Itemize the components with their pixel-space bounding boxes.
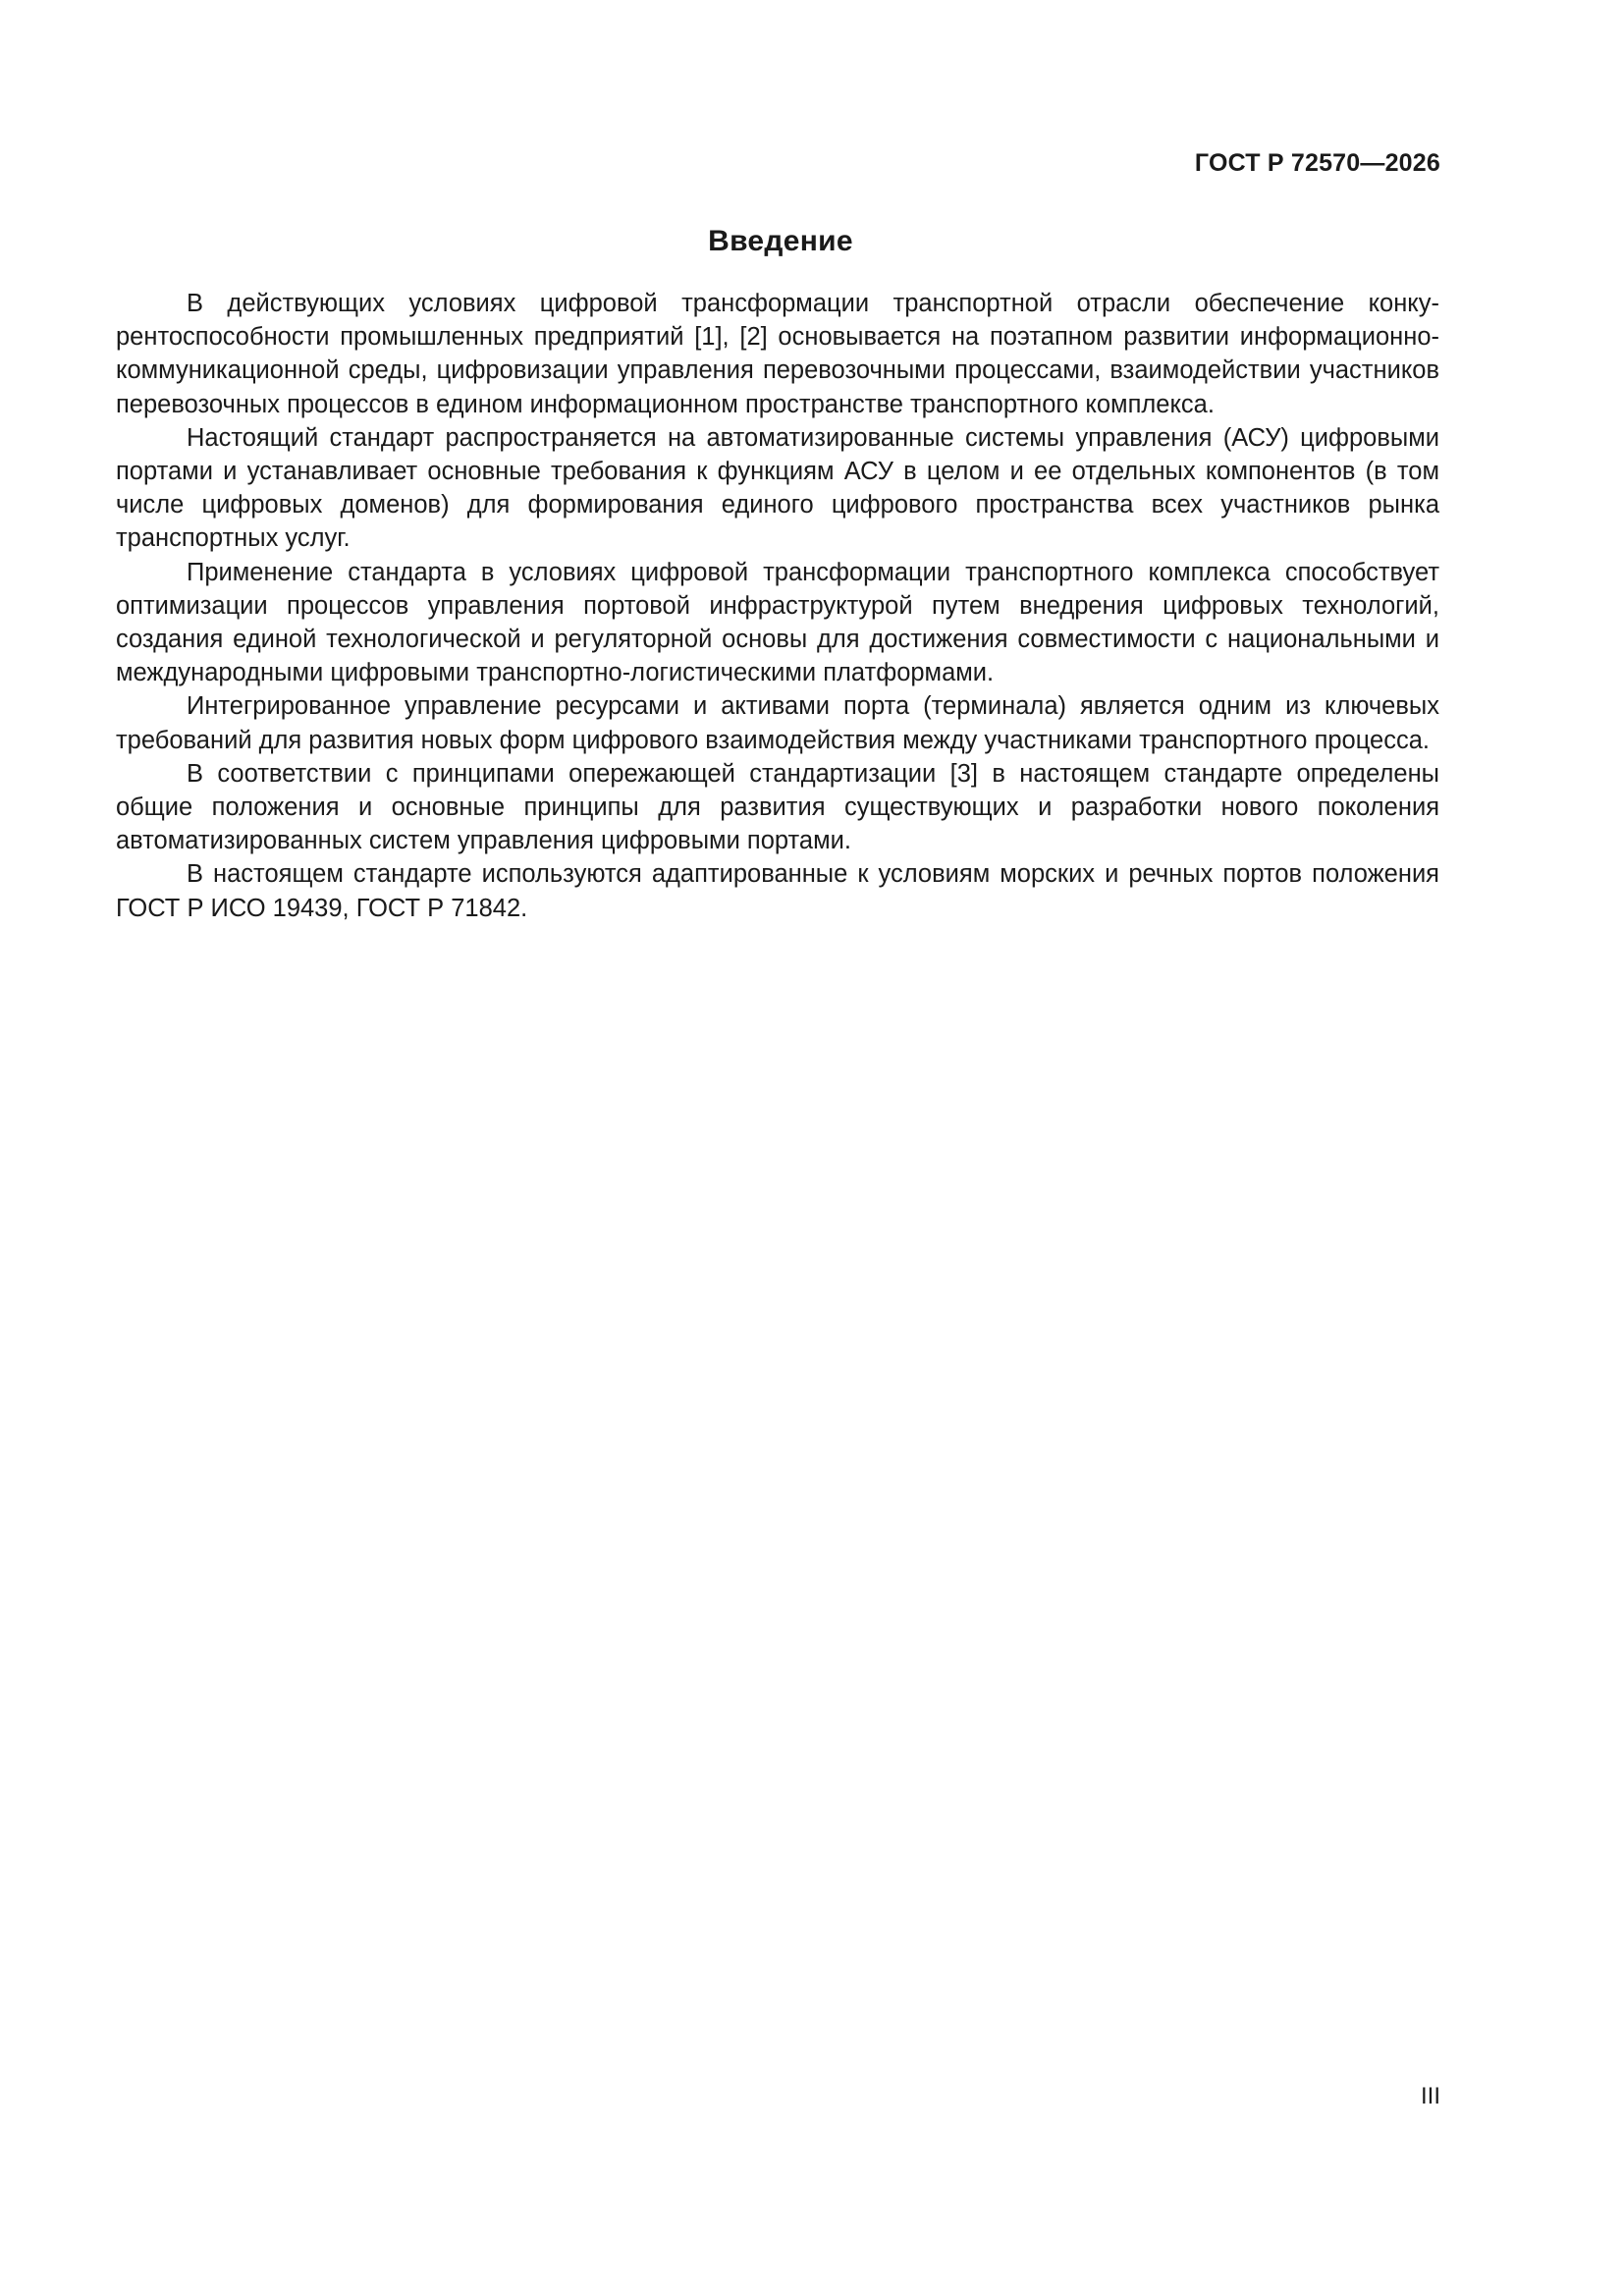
paragraph: В действующих условиях цифровой трансформации транспортной отрасли обеспечение конкурентоспособности промышленных предприятий [1], [2] основывается на поэтапном развитии информационно-коммуникационной среды, цифровизации управления перевозочными процессами, взаимодействии участников перевозочных процессов в едином информационном пространстве транспортного комплекса.: [116, 290, 1439, 418]
paragraph: В соответствии с принципами опережающей стандартизации [3] в настоящем стандарте определены общие положения и основные принципы для развития существующих и разработки нового поколения автоматизированных систем управления цифровыми портами.: [116, 759, 1439, 855]
paragraph: Настоящий стандарт распространяется на автоматизированные системы управления (АСУ) цифровыми портами и устанавливает основные требования к функциям АСУ в целом и ее отдельных компонентов (в том числе цифровых доменов) для формирования единого цифрового пространства всех участников рынка транспортных услуг.: [116, 423, 1439, 553]
page-number: III: [1420, 2083, 1440, 2109]
paragraph: В настоящем стандарте используются адаптированные к условиям морских и речных портов положения ГОСТ Р ИСО 19439, ГОСТ Р 71842.: [116, 860, 1439, 922]
paragraph: Интегрированное управление ресурсами и активами порта (терминала) является одним из ключевых требований для развития новых форм цифрового взаимодействия между участниками транспортного процесса.: [116, 692, 1439, 754]
paragraph: Применение стандарта в условиях цифровой трансформации транспортного комплекса способствует оптимизации процессов управления портовой инфраструктурой путем внедрения цифровых технологий, создания единой технологической и регуляторной основы для достижения совместимости с национальными и международными цифровыми транспортно-логистическими платформами.: [116, 558, 1439, 687]
document-body: [116, 287, 1439, 925]
standard-code: ГОСТ Р 72570—2026: [1194, 149, 1440, 177]
section-title: Введение: [708, 225, 853, 257]
